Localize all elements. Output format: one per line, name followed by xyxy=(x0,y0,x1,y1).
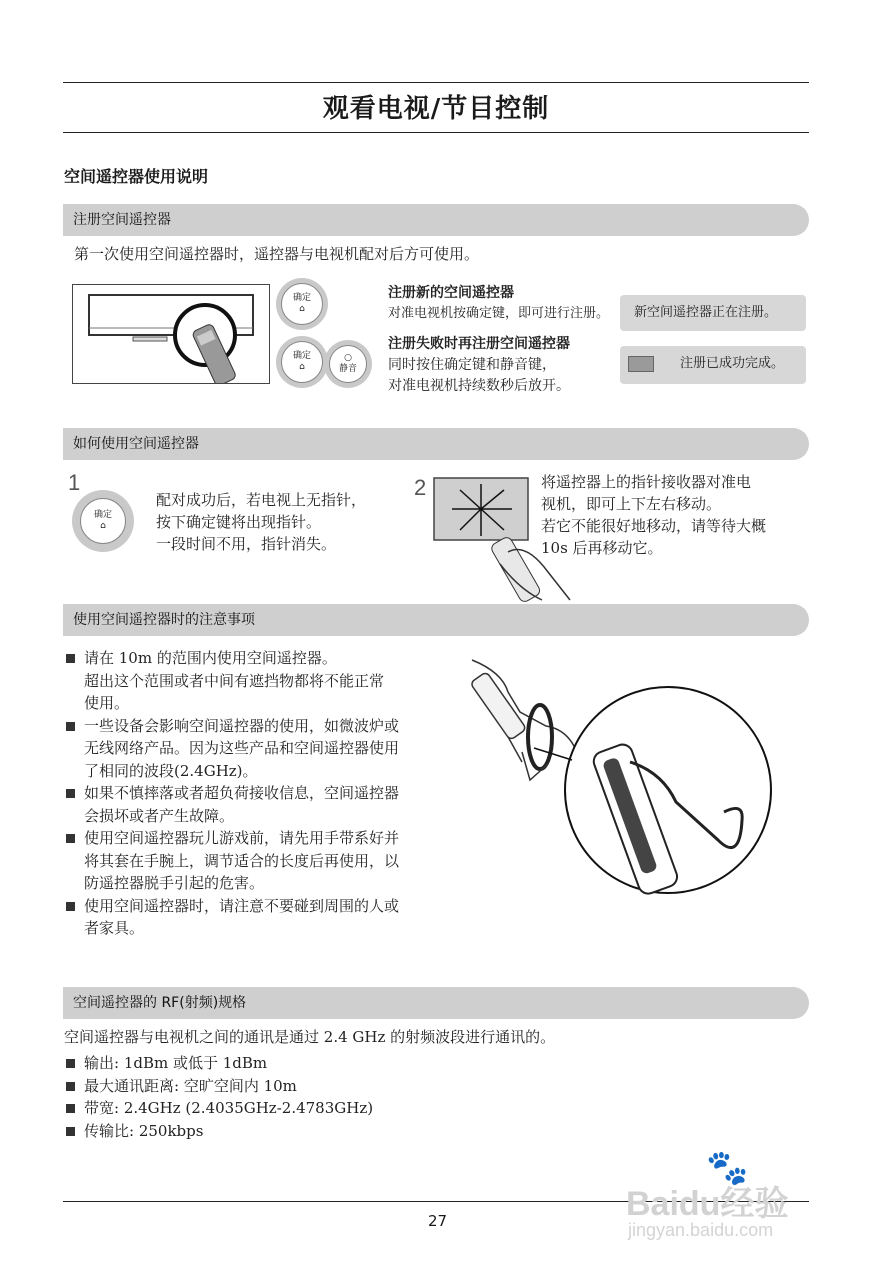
list-item xyxy=(66,715,451,783)
list-item-line: 无线网络产品。因为这些产品和空间遥控器使用 xyxy=(84,739,400,757)
register-retry-desc-1: 同时按住确定键和静音键， xyxy=(388,357,556,373)
status-success-message xyxy=(620,346,806,384)
list-item: 最大通讯距离: 空旷空间内 10m xyxy=(66,1075,566,1098)
title-underline xyxy=(63,132,809,133)
tv-small-icon xyxy=(628,356,654,372)
register-intro: 第一次使用空间遥控器时，遥控器与电视机配对后方可使用。 xyxy=(74,245,480,263)
watermark-brand: Baidu经验 xyxy=(626,1185,789,1223)
list-item-line: 防遥控器脱手引起的危害。 xyxy=(84,874,265,892)
precautions-section-header: 使用空间遥控器时的注意事项 xyxy=(63,604,809,636)
list-item-line: 了相同的波段(2.4GHz)。 xyxy=(84,761,258,780)
how-to-use-section-header: 如何使用空间遥控器 xyxy=(63,428,809,460)
ok-button-illustration-retry xyxy=(276,336,328,388)
list-item: 输出: 1dBm 或低于 1dBm xyxy=(66,1052,566,1075)
register-retry-desc-2: 对准电视机持续数秒后放开。 xyxy=(388,378,570,394)
top-rule xyxy=(63,82,809,83)
step-2-number: 2 xyxy=(414,475,427,500)
home-icon: ⌂ xyxy=(299,362,305,372)
wrist-strap-icon xyxy=(462,652,774,930)
step-2-line-1: 将遥控器上的指针接收器对准电 xyxy=(541,473,752,491)
list-item-line: 请在 10m 的范围内使用空间遥控器。 xyxy=(84,649,337,667)
mute-button-label: 静音 xyxy=(338,364,357,374)
precautions-list xyxy=(66,647,451,940)
section-title: 空间遥控器使用说明 xyxy=(64,167,209,186)
list-item-line: 超出这个范围或者中间有遮挡物都将不能正常 xyxy=(84,671,385,690)
step-1-line-3: 一段时间不用，指针消失。 xyxy=(156,535,337,553)
register-section-header: 注册空间遥控器 xyxy=(63,204,809,236)
step-2-line-2: 视机，即可上下左右移动。 xyxy=(541,495,722,513)
list-item-line: 一些设备会影响空间遥控器的使用，如微波炉或 xyxy=(84,716,400,735)
mute-indicator-icon: ○ xyxy=(344,353,352,363)
home-icon: ⌂ xyxy=(299,304,305,314)
list-item-line: 使用。 xyxy=(84,694,130,712)
register-new-desc: 对准电视机按确定键，即可进行注册。 xyxy=(388,306,610,321)
list-item-line: 使用空间遥控器玩儿游戏前，请先用手带系好并 xyxy=(84,829,400,847)
step-1-line-1: 配对成功后，若电视上无指针， xyxy=(156,491,367,509)
ok-button-illustration-step1 xyxy=(72,490,134,552)
list-item: 传输比: 250kbps xyxy=(66,1120,566,1143)
mute-button-illustration xyxy=(324,340,372,388)
list-item xyxy=(66,827,451,895)
page-number: 27 xyxy=(427,1212,448,1230)
tv-remote-icon xyxy=(73,285,269,383)
ok-button-label: 确定 xyxy=(292,351,311,361)
ok-button-illustration xyxy=(276,278,328,330)
step-2-line-4: 10s 后再移动它。 xyxy=(541,539,663,557)
ok-button-label: 确定 xyxy=(93,510,112,520)
tv-illustration xyxy=(72,284,270,384)
list-item-line: 如果不慎摔落或者超负荷接收信息，空间遥控器 xyxy=(84,784,400,802)
step-1-line-2: 按下确定键将出现指针。 xyxy=(156,513,322,531)
watermark-url: jingyan.baidu.com xyxy=(628,1220,774,1240)
register-new-title: 注册新的空间遥控器 xyxy=(388,285,514,301)
ok-button-label: 确定 xyxy=(292,293,311,303)
list-item-line: 者家具。 xyxy=(84,919,145,937)
list-item-line: 会损坏或者产生故障。 xyxy=(84,806,235,825)
watermark xyxy=(626,1148,826,1248)
list-item xyxy=(66,782,451,827)
rf-spec-list xyxy=(66,1052,566,1142)
paw-icon: 🐾 xyxy=(706,1148,749,1188)
list-item xyxy=(66,895,451,940)
rf-spec-intro: 空间遥控器与电视机之间的通讯是通过 2.4 GHz 的射频波段进行通讯的。 xyxy=(64,1028,556,1046)
page-title: 观看电视/节目控制 xyxy=(322,94,550,124)
step-1-number: 1 xyxy=(68,470,81,495)
step-2-line-3: 若它不能很好地移动，请等待大概 xyxy=(541,517,767,535)
list-item-line: 使用空间遥控器时，请注意不要碰到周围的人或 xyxy=(84,896,400,915)
rf-spec-section-header: 空间遥控器的 RF(射频)规格 xyxy=(63,987,809,1019)
status-success-text: 注册已成功完成。 xyxy=(680,356,785,371)
register-retry-title: 注册失败时再注册空间遥控器 xyxy=(388,336,570,352)
status-registering-text: 新空间遥控器正在注册。 xyxy=(634,305,778,320)
status-registering-message xyxy=(620,295,806,331)
home-icon: ⌂ xyxy=(100,521,106,531)
list-item xyxy=(66,647,451,715)
wrist-strap-illustration xyxy=(462,652,774,930)
list-item-line: 将其套在手腕上，调节适合的长度后再使用，以 xyxy=(84,851,400,870)
list-item: 带宽: 2.4GHz (2.4035GHz-2.4783GHz) xyxy=(66,1097,566,1120)
